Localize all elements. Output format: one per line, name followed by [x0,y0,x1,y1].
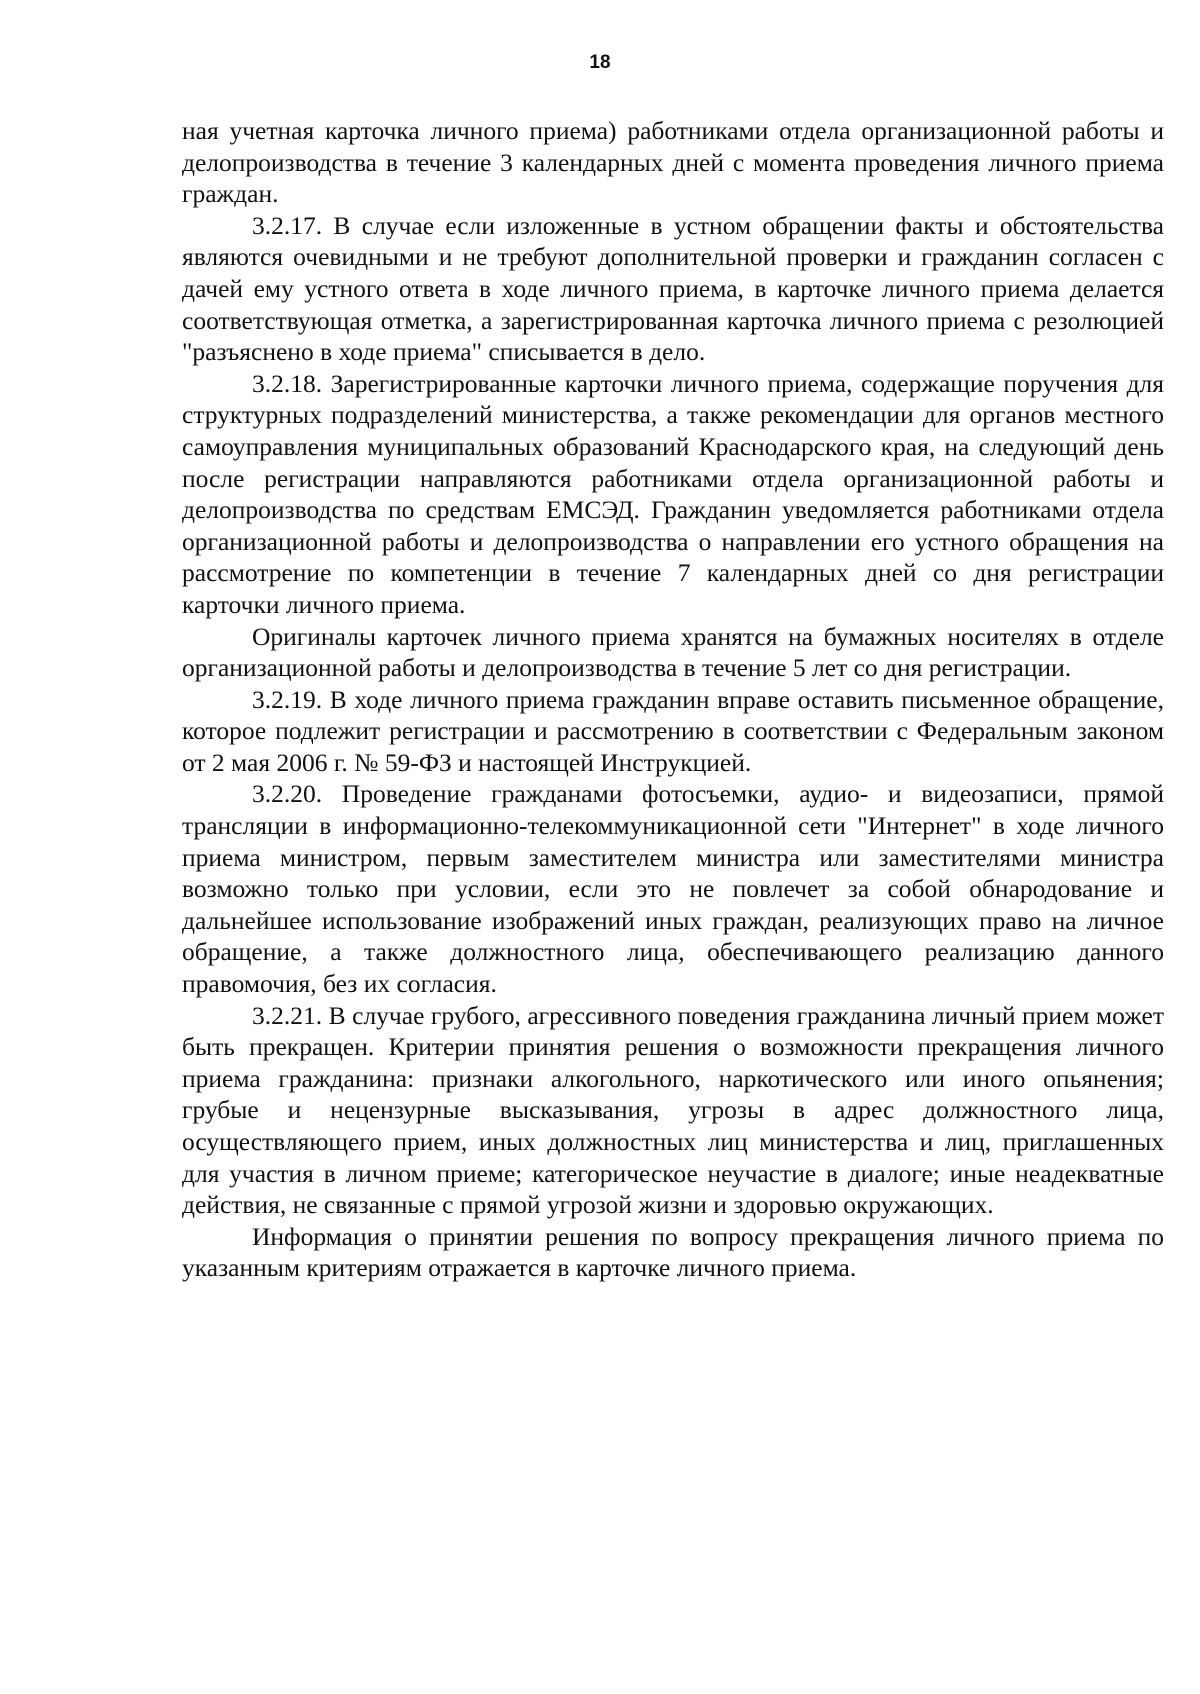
paragraph-3-2-21: 3.2.21. В случае грубого, агрессивного поведения гражданина личный прием может быть прекращен. Критерии принятия решения о возможности прекращения личного приема гражданина: признаки алкогольного, наркотического или иного опьянения; грубые и нецензурные высказывания, угрозы в адрес должностного лица, осуществляющего прием, иных должностных лиц министерства и лиц, приглашенных для участия в личном приеме; категорическое неучастие в диалоге; иные неадекватные действия, не связанные с прямой угрозой жизни и здоровью окружающих. [182,1000,1164,1220]
paragraph-originals-storage: Оригиналы карточек личного приема хранятся на бумажных носителях в отделе организационной работы и делопроизводства в течение 5 лет со дня регистрации. [182,621,1164,683]
document-body [182,115,1164,1284]
paragraph-continuation: ная учетная карточка личного приема) работниками отдела организационной работы и делопроизводства в течение 3 календарных дней с момента проведения личного приема граждан. [182,116,1164,209]
page-number: 18 [589,52,611,73]
paragraph-termination-info: Информация о принятии решения по вопросу прекращения личного приема по указанным критериям отражается в карточке личного приема. [182,1221,1164,1283]
paragraph-3-2-19: 3.2.19. В ходе личного приема гражданин вправе оставить письменное обращение, которое подлежит регистрации и рассмотрению в соответствии с Федеральным законом от 2 мая 2006 г. № 59-ФЗ и настоящей Инструкцией. [182,684,1164,777]
paragraph-3-2-17: 3.2.17. В случае если изложенные в устном обращении факты и обстоятельства являются очевидными и не требуют дополнительной проверки и гражданин согласен с дачей ему устного ответа в ходе личного приема, в карточке личного приема делается соответствующая отметка, а зарегистрированная карточка личного приема с резолюцией "разъяснено в ходе приема" списывается в дело. [182,210,1164,367]
paragraph-3-2-20: 3.2.20. Проведение гражданами фотосъемки, аудио- и видеозаписи, прямой трансляции в информационно-телекоммуникационной сети "Интернет" в ходе личного приема министром, первым заместителем министра или заместителями министра возможно только при условии, если это не повлечет за собой обнародование и дальнейшее использование изображений иных граждан, реализующих право на личное обращение, а также должностного лица, обеспечивающего реализацию данного правомочия, без их согласия. [182,779,1164,999]
paragraph-3-2-18: 3.2.18. Зарегистрированные карточки личного приема, содержащие поручения для структурных подразделений министерства, а также рекомендации для органов местного самоуправления муниципальных образований Краснодарского края, на следующий день после регистрации направляются работниками отдела организационной работы и делопроизводства по средствам ЕМСЭД. Гражданин уведомляется работниками отдела организационной работы и делопроизводства о направлении его устного обращения на рассмотрение по компетенции в течение 7 календарных дней со дня регистрации карточки личного приема. [182,368,1164,619]
